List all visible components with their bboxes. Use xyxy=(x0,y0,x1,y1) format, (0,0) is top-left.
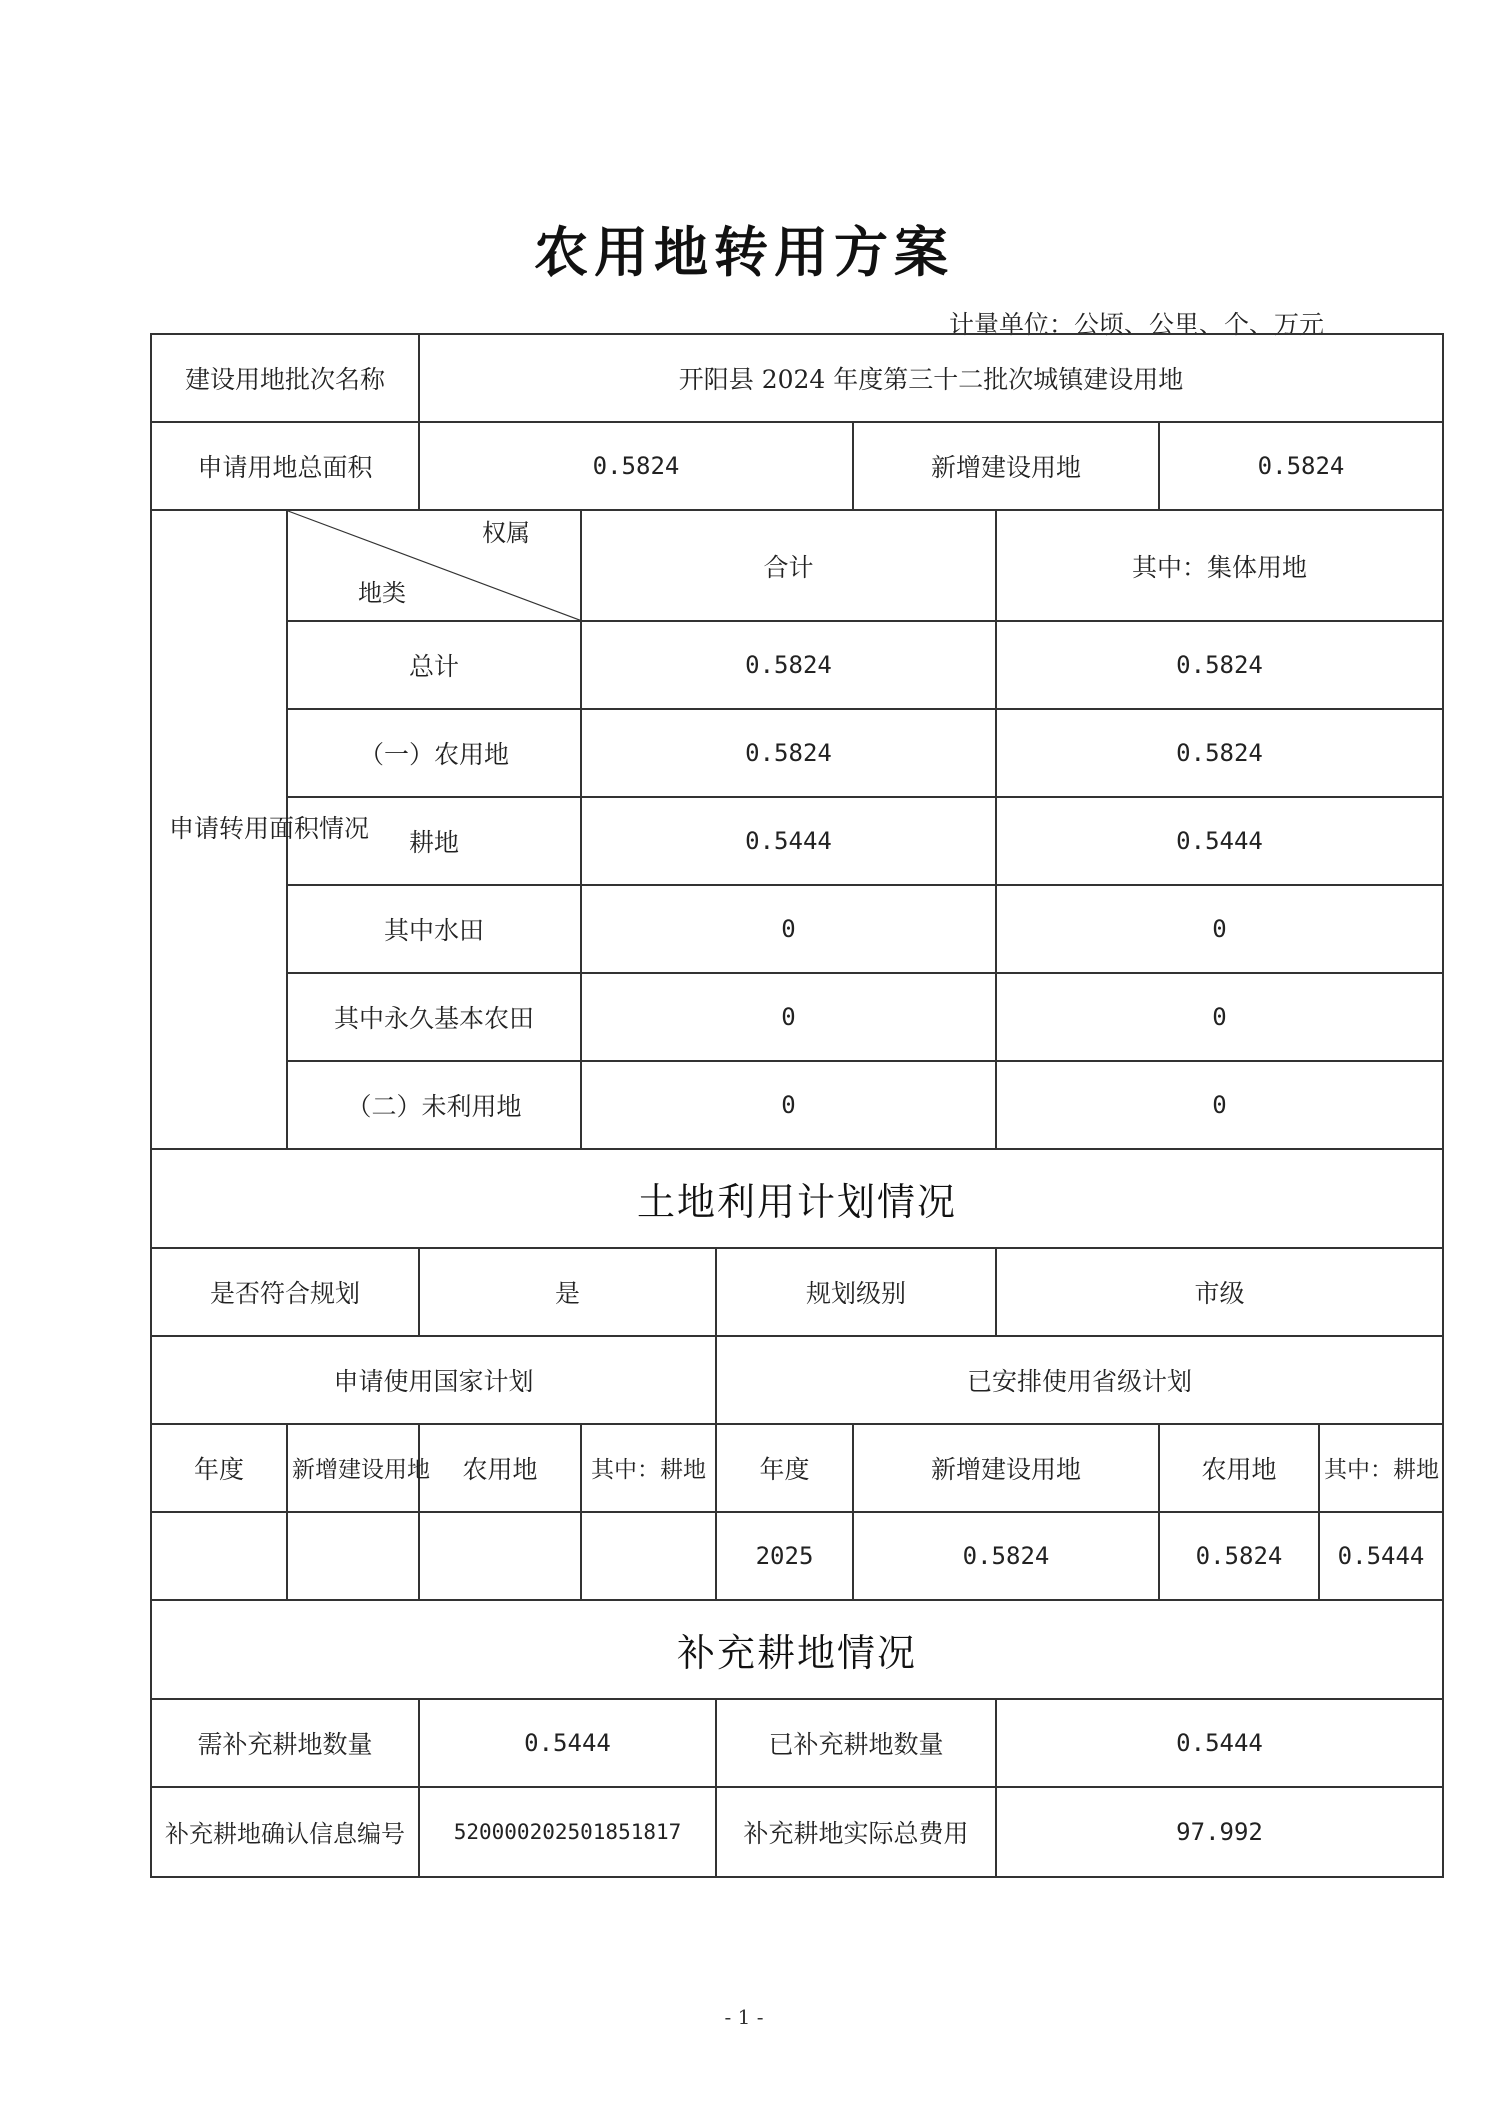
need-label: 需补充耕地数量 xyxy=(151,1699,419,1787)
row-collective: 0.5444 xyxy=(996,797,1443,885)
plan-values-row xyxy=(151,1512,1443,1600)
land-conversion-form xyxy=(150,333,1444,1878)
need-value: 0.5444 xyxy=(419,1699,716,1787)
table-row xyxy=(151,1061,1443,1149)
national-col-new: 新增建设用地 xyxy=(287,1424,419,1512)
conversion-label: 申请转用面积情况 xyxy=(151,510,287,1149)
row-label: （一）农用地 xyxy=(287,709,581,797)
row-label: 其中永久基本农田 xyxy=(287,973,581,1061)
cost-label: 补充耕地实际总费用 xyxy=(716,1787,996,1877)
table-row xyxy=(151,885,1443,973)
national-year xyxy=(151,1512,287,1600)
national-farm xyxy=(419,1512,581,1600)
provincial-arable: 0.5444 xyxy=(1319,1512,1443,1600)
land-type-header: 地类 xyxy=(358,579,406,608)
confirm-id-label: 补充耕地确认信息编号 xyxy=(151,1787,419,1877)
provincial-new: 0.5824 xyxy=(853,1512,1159,1600)
plan-level-label: 规划级别 xyxy=(716,1248,996,1336)
collective-column-header: 其中：集体用地 xyxy=(996,510,1443,621)
batch-value: 开阳县 2024 年度第三十二批次城镇建设用地 xyxy=(419,334,1443,422)
conversion-header-row xyxy=(151,510,1443,621)
confirm-id-value: 520000202501851817 xyxy=(419,1787,716,1877)
row-collective: 0 xyxy=(996,973,1443,1061)
plan-section-title: 土地利用计划情况 xyxy=(151,1149,1443,1248)
provincial-farm: 0.5824 xyxy=(1159,1512,1319,1600)
conform-value: 是 xyxy=(419,1248,716,1336)
row-total: 0.5444 xyxy=(581,797,996,885)
national-col-year: 年度 xyxy=(151,1424,287,1512)
row-total: 0.5824 xyxy=(581,709,996,797)
ownership-header: 权属 xyxy=(482,518,531,547)
row-label: （二）未利用地 xyxy=(287,1061,581,1149)
row-total: 0.5824 xyxy=(581,621,996,709)
row-label: 总计 xyxy=(287,621,581,709)
row-collective: 0.5824 xyxy=(996,709,1443,797)
provincial-col-farm: 农用地 xyxy=(1159,1424,1319,1512)
provincial-col-new: 新增建设用地 xyxy=(853,1424,1159,1512)
page-number: - 1 - xyxy=(724,2005,764,2029)
provincial-col-arable: 其中：耕地 xyxy=(1319,1424,1443,1512)
diagonal-header-cell xyxy=(287,510,581,621)
batch-label: 建设用地批次名称 xyxy=(151,334,419,422)
row-label: 耕地 xyxy=(287,797,581,885)
row-total: 0 xyxy=(581,885,996,973)
conform-label: 是否符合规划 xyxy=(151,1248,419,1336)
national-new xyxy=(287,1512,419,1600)
row-total: 0 xyxy=(581,1061,996,1149)
plan-group-row xyxy=(151,1336,1443,1424)
plan-columns-row xyxy=(151,1424,1443,1512)
batch-row xyxy=(151,334,1443,422)
row-collective: 0.5824 xyxy=(996,621,1443,709)
supplement-info-row xyxy=(151,1787,1443,1877)
supplement-quantity-row xyxy=(151,1699,1443,1787)
plan-level-value: 市级 xyxy=(996,1248,1443,1336)
national-arable xyxy=(581,1512,716,1600)
supplement-section-row xyxy=(151,1600,1443,1699)
table-row xyxy=(151,621,1443,709)
total-area-value: 0.5824 xyxy=(419,422,853,510)
measurement-unit: 计量单位：公顷、公里、个、万元 xyxy=(948,310,1324,339)
provincial-plan-label: 已安排使用省级计划 xyxy=(716,1336,1443,1424)
page-title: 农用地转用方案 xyxy=(534,220,954,284)
cost-value: 97.992 xyxy=(996,1787,1443,1877)
provincial-col-year: 年度 xyxy=(716,1424,853,1512)
row-total: 0 xyxy=(581,973,996,1061)
national-col-arable: 其中：耕地 xyxy=(581,1424,716,1512)
done-label: 已补充耕地数量 xyxy=(716,1699,996,1787)
provincial-year: 2025 xyxy=(716,1512,853,1600)
diagonal-line xyxy=(288,511,580,620)
plan-section-row xyxy=(151,1149,1443,1248)
supplement-section-title: 补充耕地情况 xyxy=(151,1600,1443,1699)
national-plan-label: 申请使用国家计划 xyxy=(151,1336,716,1424)
row-collective: 0 xyxy=(996,885,1443,973)
new-construction-label: 新增建设用地 xyxy=(853,422,1159,510)
done-value: 0.5444 xyxy=(996,1699,1443,1787)
new-construction-value: 0.5824 xyxy=(1159,422,1443,510)
table-row xyxy=(151,709,1443,797)
row-label: 其中水田 xyxy=(287,885,581,973)
total-area-label: 申请用地总面积 xyxy=(151,422,419,510)
row-collective: 0 xyxy=(996,1061,1443,1149)
table-row xyxy=(151,973,1443,1061)
total-column-header: 合计 xyxy=(581,510,996,621)
total-area-row xyxy=(151,422,1443,510)
plan-conform-row xyxy=(151,1248,1443,1336)
national-col-farm: 农用地 xyxy=(419,1424,581,1512)
